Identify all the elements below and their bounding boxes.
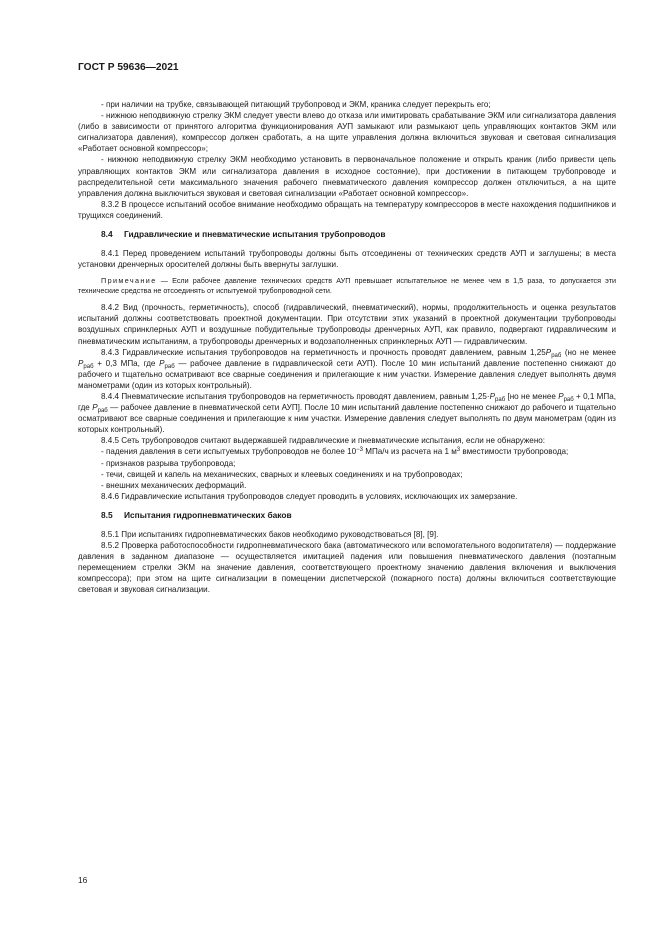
list-item-deformation: - внешних механических деформаций. [101, 480, 247, 490]
note-label: Примечание [101, 276, 157, 286]
note-text: — Если рабочее давление технических средств АУП превышает испытательное не менее чем в 1,5 раза, то допускается эти технические средства не отсоединять от испытуемой трубопроводной сети. [78, 276, 616, 296]
paragraph-8-4-5: 8.4.5 Сеть трубопроводов считают выдержавшей гидравлические и пневматические испытания, если не обнаружено: [101, 436, 546, 446]
paragraph-lower-arrow-reset: - нижнюю неподвижную стрелку ЭКМ необходимо установить в первоначальное положение и открыть краник (либо привести цепь управляющих контактов ЭКМ или сигнализатора давления в исходное состояние), при достижении в питающем трубопроводе и распределительной сети максимального значения рабочего пневматического давления компрессор должен отключиться, а на щите управления должна выключиться звуковая и световая сигнализации «Работает основной компрессор». [78, 155, 616, 198]
paragraph-8-4-1: 8.4.1 Перед проведением испытаний трубопроводы должны быть отсоединены от технических средств АУП и заглушены; в места установки дренчерных оросителей должны быть ввернуты заглушки. [78, 249, 616, 270]
section-heading-8-5 [78, 510, 616, 521]
paragraph-8-4-4: 8.4.4 Пневматические испытания трубопроводов на герметичность проводят давлением, равным $1,25\cdot P_{раб}$ [но не менее $P_{раб} + 0,1$ МПа, где $P_{раб}$ — рабочее давление в пневматической сети АУП]. После 10 мин испытаний давление постепенно снижают до рабочего и тщательно осматривают все сварные соединения и прилегающие к ним участки. Измерение давления следует выполнять по двум манометрам (один из которых контрольный). [78, 391, 617, 435]
section-title: Испытания гидропневматических баков [124, 509, 292, 520]
paragraph-8-4-3: 8.4.3 Гидравлические испытания трубопроводов на герметичность и прочность проводят давлением, равным $1,25P_{раб}$ (но не менее $P_{раб} + 0,3$ МПа, где $P_{раб}$ — рабочее давление в гидравлической сети АУП). После 10 мин испытаний давление постепенно снижают до рабочего и тщательно осматривают все сварные соединения и прилегающие к ним участки. Измерение давления следует выполнять двумя манометрами (один из которых контрольный). [78, 347, 617, 390]
document-page [78, 62, 616, 595]
list-item-leaks: - течи, свищей и капель на механических, сварных и клеевых соединениях и на трубопроводах; [101, 469, 463, 479]
paragraph-8-5-1: 8.5.1 При испытаниях гидропневматических баков необходимо руководствоваться [8], [9]. [101, 529, 439, 539]
section-title: Гидравлические и пневматические испытания трубопроводов [124, 229, 386, 240]
section-heading-8-4 [78, 229, 616, 240]
paragraph-8-3-2: 8.3.2 В процессе испытаний особое внимание необходимо обращать на температуру компрессоров в месте нахождения подшипников и трущихся соединений. [78, 199, 616, 220]
note-paragraph [78, 276, 616, 296]
page-header-standard-id: ГОСТ Р 59636—2021 [78, 62, 179, 73]
paragraph-close-valve: - при наличии на трубке, связывающей питающий трубопровод и ЭКМ, краника следует перекрыть его; [101, 100, 491, 109]
paragraph-8-5-2: 8.5.2 Проверка работоспособности гидропневматического бака (автоматического или вспомогательного водопитателя) — поддержание давления в заданном диапазоне — осуществляется имитацией падения или повышения пневматического давления (поэтапным перемещением стрелки ЭКМ на значение давления, соответствующего проектному значению давления включения и выключения компрессора); при этом на щите сигнализации в помещении диспетчерской (пожарного поста) должны включиться соответствующие световая и звуковая сигнализации. [78, 541, 616, 595]
section-number: 8.5 [101, 509, 113, 520]
list-item-rupture: - признаков разрыва трубопровода; [101, 458, 236, 468]
paragraph-8-4-2: 8.4.2 Вид (прочность, герметичность), способ (гидравлический, пневматический), нормы, продолжительность и оценка результатов испытаний должны соответствовать проектной документации. При отсутствии этих указаний в проектной документации трубопроводы воздушных спринклерных АУП и воздушные побудительные трубопроводы дренчерных АУП, как правило, подвергают гидравлическим и пневматическим испытаниям, а трубопроводы дренчерных и водозаполненных спринклерных АУП — гидравлическим. [78, 303, 616, 346]
paragraph-8-4-6: 8.4.6 Гидравлические испытания трубопроводов следует проводить в условиях, исключающих их замерзание. [101, 491, 518, 501]
section-number: 8.4 [101, 229, 113, 240]
page-number: 16 [78, 875, 88, 885]
paragraph-lower-arrow-left: - нижнюю неподвижную стрелку ЭКМ следует увести влево до отказа или имитировать срабатывание ЭКМ или сигнализатора давления (либо в зависимости от принятого алгоритма функционирования АУП замыкают или размыкают цепь управляющих контактов ЭКМ или сигнализатора давления), компрессор должен сработать, а на щите управления должна включиться звуковая и световая сигнализация «Работает основной компрессор»; [78, 111, 616, 154]
list-item-pressure-drop: - падения давления в сети испытуемых трубопроводов не более $10^{-3}$ МПа/ч из расчета на 1 $м^3$ вместимости трубопровода; [101, 447, 569, 457]
